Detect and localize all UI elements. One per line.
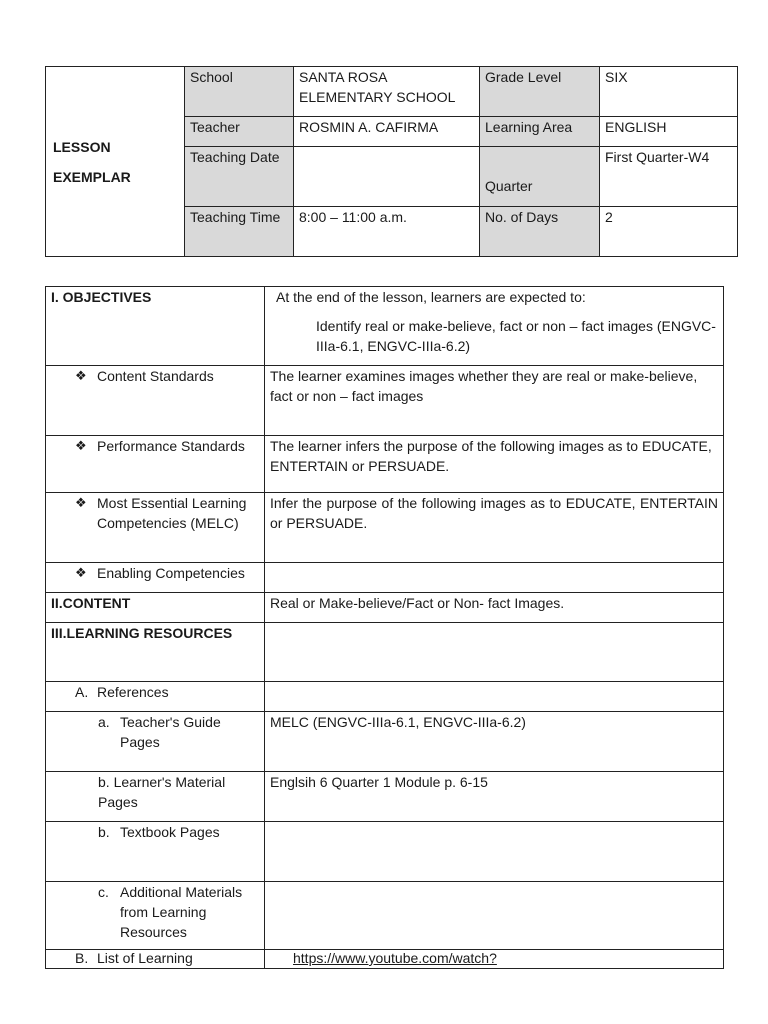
school-label: School	[185, 67, 294, 117]
table-row	[46, 950, 724, 969]
content-standards-value: The learner examines images whether they are real or make-believe, fact or non – fact images	[265, 366, 724, 436]
table-row	[46, 366, 724, 436]
objectives-intro: At the end of the lesson, learners are expected to:	[276, 289, 586, 305]
teachers-guide-label: Teacher's Guide Pages	[120, 714, 221, 750]
title-line-2: EXEMPLAR	[53, 168, 131, 185]
performance-standards-label: Performance Standards	[97, 438, 245, 454]
learners-material-cell	[46, 772, 265, 822]
table-row	[46, 772, 724, 822]
additional-materials-label: Additional Materials from Learning Resources	[120, 884, 243, 940]
list-marker: B.	[75, 950, 89, 966]
grade-level-label: Grade Level	[480, 67, 600, 117]
additional-materials-marker: c.	[98, 884, 109, 900]
teaching-date-value	[294, 147, 480, 207]
diamond-bullet-icon: ❖	[75, 368, 87, 383]
learning-area-value: ENGLISH	[600, 117, 738, 147]
textbook-pages-value	[265, 822, 724, 882]
table-row	[46, 593, 724, 623]
performance-standards-cell	[46, 436, 265, 493]
melc-value: Infer the purpose of the following images as to EDUCATE, ENTERTAIN or PERSUADE.	[265, 493, 724, 563]
diamond-bullet-icon: ❖	[75, 438, 87, 453]
references-marker: A.	[75, 684, 89, 700]
melc-label: Most Essential Learning Competencies (MELC)	[97, 495, 247, 531]
textbook-pages-cell	[46, 822, 265, 882]
header-table	[45, 66, 738, 257]
references-value	[265, 682, 724, 712]
enabling-competencies-cell	[46, 563, 265, 593]
teaching-time-label: Teaching Time	[185, 207, 294, 257]
table-row	[46, 712, 724, 772]
content-label: II.CONTENT	[46, 593, 265, 623]
performance-standards-value: The learner infers the purpose of the following images as to EDUCATE, ENTERTAIN or PERSUADE.	[265, 436, 724, 493]
no-of-days-value: 2	[600, 207, 738, 257]
learners-material-label: b. Learner's Material Pages	[98, 774, 226, 810]
learning-resources-label: III.LEARNING RESOURCES	[46, 623, 265, 682]
teachers-guide-cell	[46, 712, 265, 772]
teaching-date-label: Teaching Date	[185, 147, 294, 207]
additional-materials-value	[265, 882, 724, 950]
content-value: Real or Make-believe/Fact or Non- fact Images.	[265, 593, 724, 623]
diamond-bullet-icon: ❖	[75, 565, 87, 580]
quarter-label: Quarter	[480, 147, 600, 207]
lesson-exemplar-title	[46, 67, 185, 257]
youtube-link[interactable]: https://www.youtube.com/watch?	[293, 950, 497, 966]
content-standards-label: Content Standards	[97, 368, 214, 384]
teacher-label: Teacher	[185, 117, 294, 147]
textbook-pages-label: Textbook Pages	[120, 824, 220, 840]
references-label: References	[97, 684, 169, 700]
grade-level-value: SIX	[600, 67, 738, 117]
diamond-bullet-icon: ❖	[75, 495, 87, 510]
title-line-1: LESSON	[53, 138, 111, 155]
objectives-label: I. OBJECTIVES	[46, 287, 265, 366]
textbook-pages-marker: b.	[98, 824, 110, 840]
school-value: SANTA ROSA ELEMENTARY SCHOOL	[294, 67, 480, 117]
table-row	[46, 822, 724, 882]
learning-resources-value	[265, 623, 724, 682]
table-row	[46, 493, 724, 563]
lesson-plan-table	[45, 286, 724, 969]
objectives-cell	[265, 287, 724, 366]
table-row	[46, 287, 724, 366]
references-cell	[46, 682, 265, 712]
table-row	[46, 882, 724, 950]
no-of-days-label: No. of Days	[480, 207, 600, 257]
teacher-value: ROSMIN A. CAFIRMA	[294, 117, 480, 147]
learners-material-value: Englsih 6 Quarter 1 Module p. 6-15	[265, 772, 724, 822]
additional-materials-cell	[46, 882, 265, 950]
teachers-guide-marker: a.	[98, 714, 110, 730]
table-row	[46, 563, 724, 593]
table-row	[46, 623, 724, 682]
learning-area-label: Learning Area	[480, 117, 600, 147]
table-row	[46, 682, 724, 712]
list-of-learning-value-cell	[265, 950, 724, 969]
teachers-guide-value: MELC (ENGVC-IIIa-6.1, ENGVC-IIIa-6.2)	[265, 712, 724, 772]
list-of-learning-label: List of Learning	[97, 950, 193, 966]
table-row	[46, 436, 724, 493]
objectives-item: Identify real or make-believe, fact or non – fact images (ENGVC-IIIa-6.1, ENGVC-IIIa-6.2)	[316, 318, 716, 354]
content-standards-cell	[46, 366, 265, 436]
quarter-value: First Quarter-W4	[600, 147, 738, 207]
list-of-learning-cell	[46, 950, 265, 969]
enabling-competencies-label: Enabling Competencies	[97, 565, 245, 581]
enabling-competencies-value	[265, 563, 724, 593]
teaching-time-value: 8:00 – 11:00 a.m.	[294, 207, 480, 257]
melc-cell	[46, 493, 265, 563]
